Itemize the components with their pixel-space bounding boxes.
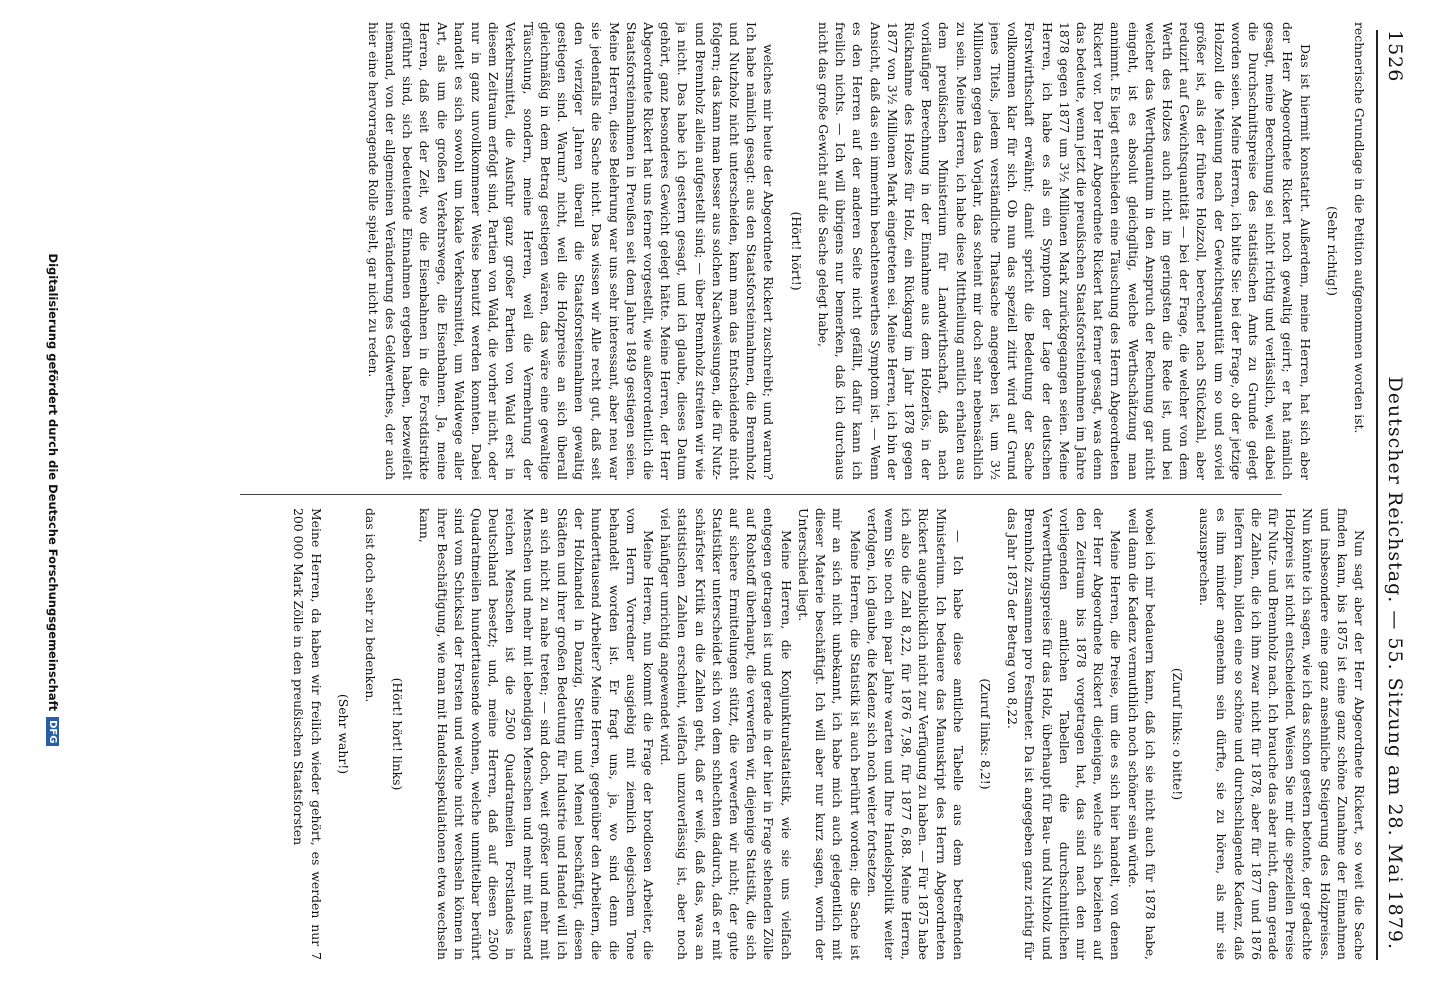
paragraph: Meine Herren, die Statistik ist auch berührt worden; die Sache ist mir an sich nicht unbekannt, ich habe mich auch gelegentlich mit dieser Materie beschäftigt. Ich will aber nur kurz sagen, worin der Unterschied liegt.: [795, 508, 863, 960]
paragraph: welches mir heute der Abgeordnete Rickert zuschreibt; und warum? Ich habe nämlich gesagt: aus den Staatsforsteinnahmen, die Brennholz und Nutzholz nicht unterscheiden, kann man das Entscheidende nicht folgern; das kann man besser aus solchen Nachweisungen, die für Nutz- und Brennholz allein aufgestellt sind; — über Brennholz streiten wir wie ja nicht. Das habe ich gestern gesagt, und ich glaube, dieses Datum gehört, ganz besonderes Gewicht gelegt hätte. Meine Herren, der Herr Abgeordnete Rickert hat uns ferner vorgestellt, wie außerordentlich die Staatsforsteinnahmen in Preußen seit dem Jahre 1849 gestiegen seien. Meine Herren, diese Belehrung war uns sehr interessant, aber neu war sie jedenfalls die Sache nicht. Das wissen wir Alle recht gut, daß seit den vierziger Jahren überall die Staatsforsteinnahmen gewaltig gestiegen sind. Warum? nicht, weil die Holzpreise an sich überall gleichmäßig in dem Betrag gestiegen wären, das wäre eine gewaltige Täuschung, sondern, meine Herren, weil die Vermehrung der Verkehrsmittel, die Ausfuhr ganz großer Partien von Wald erst in diesem Zeitraum erfolgt sind, Partien von Wald, die vorher nicht, oder nur in ganz unvollkommener Weise benutzt werden konnten. Dabei handelt es sich sowohl um lokale Verkehrsmittel, um Waldwege aller Art, als um die großen Verkehrswege, die Eisenbahnen. Ja, meine Herren, daß seit der Zeit, wo die Eisenbahnen in die Forstdistrikte geführt sind, sich bedeutende Einnahmen ergeben haben, bezweifelt niemand, von der allgemeinen Veränderung des Geldwerthes, der auch hier eine hervorragende Rolle spielt, gar nicht zu reden.: [365, 22, 777, 480]
interjection: (Sehr wahr!): [335, 693, 351, 775]
interjection: (Hört! hört!): [788, 211, 804, 291]
paragraph: Nun sagt aber der Herr Abgeordnete Rickert, so weit die Sache finden kann, bis 1875 ist eine ganz schöne Zunahme der Einnahmen und insbesondere eine ganz ansehnliche Steigerung des Holzpreises. Nun könnte ich sagen, wie ich das schon gestern betonte, der gedachte Holzpreis ist nicht entscheidend. Weisen Sie mir die speziellen Preise für Nutz- und Brennholz nach. Ich brauche das aber nicht, denn gerade die Zahlen, die ich ihm zwar nicht für 1878, aber für 1877 und 1876 liefern kann, bilden eine so schöne und durchschlagende Kadenz, daß es ihm minder angenehm sein dürfte, sie zu hören, als mir sie auszusprechen.: [1197, 508, 1367, 960]
credit-text: Digitalisierung gefördert durch die Deutsche Forschungsgemeinschaft: [46, 253, 60, 712]
paragraph: rechnerische Grundlage in die Petition aufgenommen worden ist.: [1352, 22, 1367, 434]
interjection: (Sehr richtig!): [1324, 206, 1340, 296]
header-rule: [1376, 30, 1378, 960]
dfg-logo: DFG: [47, 717, 60, 746]
interjection: (Zuruf links: 8,2!): [977, 678, 993, 790]
right-column: [20, 508, 1368, 960]
paragraph: Meine Herren, da haben wir freilich wieder gehört, es werden nur 7 200 000 Mark Zölle in den preußischen Staatsforsten: [291, 508, 324, 960]
paragraph: Meine Herren, die Konjunkturalstatistik, wie sie uns vielfach entgegen getragen ist und gerade in der hier in Frage stehenden Zölle auf Rohstoff überhaupt, die verwerfen wir, diejenige Statistik, die sich auf sichere Ermittelungen stützt, die verwerfen wir nicht; der gute Statistiker unterscheidet sich von dem schlechten dadurch, daß er mit schärfster Kritik an die Zahlen geht, daß er weiß, daß das, was an statistischen Zahlen erscheint, vielfach unzuverlässig ist, aber noch viel häufiger unrichtig angewendet wird.: [658, 508, 794, 960]
column-divider: [240, 494, 1282, 495]
page-header: [1384, 30, 1412, 950]
paragraph: Das ist hiermit konstatirt. Außerdem, meine Herren, hat sich aber der Herr Abgeordnete Rickert noch gewaltig geirrt; er hat nämlich gesagt, meine Berechnung sei nicht richtig und verlässlich, weil dabei die Durchschnittspreise des statistischen Amts zu Grunde gelegt worden seien. Meine Herren, ich bitte Sie: bei der Frage, ob der jetzige Holzzoll die Meinung nach der Gewichtsquantität um so und soviel größer ist, als der frühere Holzzoll, berechnet nach Stückzahl, aber reduzirt auf Gewichtsquantität — bei der Frage, die welcher von dem Werth des Holzes auch nicht im geringsten die Rede ist, und bei welcher das Werthquantum in den Anspruch der Rechnung gar nicht eingeht, ist es absolut gleichgiltig, welche Werthschätzung man annimmt. Es liegt entschieden eine Täuschung des Herrn Abgeordneten Rickert vor. Der Herr Abgeordnete Rickert hat ferner gesagt, was denn das bedeute, wenn jetzt die preußischen Staatsforsteinnahmen im Jahre 1878 gegen 1877 um 3½ Millionen Mark zurückgegangen seien. Meine Herren, ich habe es als ein Symptom der Lage der deutschen Forstwirthschaft erwähnt; damit spricht die Bedeutung der Sache vollkommen klar für sich. Ob nun das speziell zitirt wird auf Grund jenes Titels, jedem verständliche Thatsache angegeben ist, um 3½ Millionen gegen das Vorjahr, das scheint mir doch sehr nebensächlich zu sein. Meine Herren, ich habe diese Mittheilung amtlich erhalten aus dem preußischen Ministerium für Landwirthschaft, daß nach vorläufiger Berechnung in der Einnahme aus dem Holzerlös, in der Rücknahme des Holzes für Holz, ein Rückgang im Jahr 1878 gegen 1877 von 3½ Millionen Mark eingetreten sei. Meine Herren, ich bin der Ansicht, daß das ein immerhin beachtenswerthes Symptom ist. — Wenn es den Herren auf der anderen Seite nicht gefällt, dafür kann ich freilich nichts. — Ich will übrigens nur bemerken, daß ich durchaus nicht das große Gewicht auf die Sache gelegt habe,: [815, 22, 1313, 480]
page-title: Deutscher Reichstag. — 55. Sitzung am 28. Mai 1879.: [1384, 376, 1406, 950]
paragraph: wobei ich mir bedauern kann, daß ich sie nicht auch für 1878 habe, weil dann die Kadenz vermuthlich noch schöner sein würde.: [1125, 508, 1158, 960]
interjection: (Hört! hört! links): [390, 677, 406, 791]
paragraph: Meine Herren, nun kommt die Frage der brodlosen Arbeiter, die vom Herrn Vorredner ausgiebig mit ziemlich elegischem Tone behandelt worden ist. Er fragt uns, ja, wo sind denn die hunderttausend Arbeiter? Meine Herren, gegenüber den Arbeitern, die der Holzhandel in Danzig, Stettin und Memel beschäftigt, diesen Städten und ihrer großen Bedeutung für Industrie und Handel will ich an sich nicht zu nahe treten; — sind doch, weit größer und mehr mit Menschen und mehr mit lebendigen Menschen und mehr mit tausend reichen Menschen ist die 2500 Quadratmeilen Forstlandes in Deutschland besetzt; und, meine Herren, daß auf diesen 2500 Quadratmeilen hunderttausende wohnen, welche unmittelbar berührt sind vom Schicksal der Forsten und welche nicht wechseln können in ihrer Beschäftigung, wie man mit Handelsspekulationen etwa wechseln kann,: [417, 508, 657, 960]
paragraph: das ist doch sehr zu bedenken.: [363, 508, 379, 703]
paragraph: — Ich habe diese amtliche Tabelle aus dem betreffenden Ministerium. Ich bedauere das Manuskript des Herrn Abgeordneten Rickert augenblicklich nicht zur Verfügung zu haben. — Für 1875 habe ich also die Zahl 8,22, für 1876 7,98, für 1877 6,88. Meine Herren, wenn Sie noch ein paar Jahre warten und Ihre Handelspolitik weiter verfolgen, ich glaube, die Kadenz sich noch weiter fortsetzen.: [864, 508, 966, 960]
page-number: 1526: [1384, 30, 1406, 83]
digitization-credit: [46, 0, 60, 1000]
interjection: (Zuruf links: o bitte!): [1169, 667, 1185, 801]
paragraph: Meine Herren, die Preise, um die es sich hier handelt, von denen der Herr Abgeordnete Rickert diejenigen, welche sich beziehen auf den Zeitraum bis 1878 vorgetragen hat, das sind nach den mir vorliegenden amtlichen Tabellen die durchschnittlichen Verwerthungspreise für das Holz, überhaupt für Bau- und Nutzholz und Brennholz zusammen pro Festmeter. Da ist angegeben ganz richtig für das Jahr 1875 der Betrag von 8,22.: [1005, 508, 1124, 960]
left-column: [20, 22, 1368, 480]
